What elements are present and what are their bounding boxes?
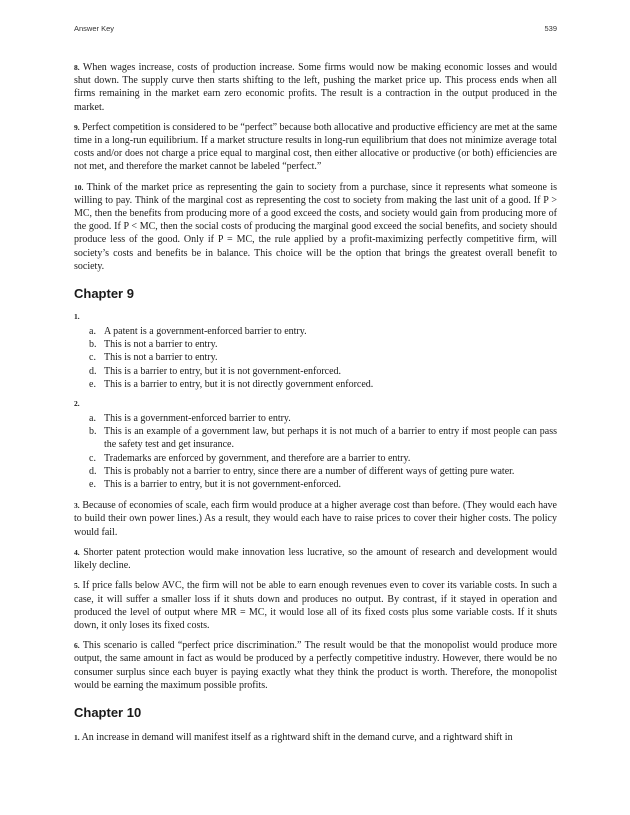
list-item	[74, 378, 557, 391]
answer-text: Shorter patent protection would make innovation less lucrative, so the amount of research and development would likely decline.	[74, 546, 557, 572]
page-content	[74, 61, 557, 751]
list-item-text: This is a government-enforced barrier to entry.	[104, 413, 291, 425]
answer-paragraph	[74, 499, 557, 539]
list-item	[74, 351, 557, 364]
list-item-text: A patent is a government-enforced barrier to entry.	[104, 326, 307, 338]
list-letter: b.	[89, 339, 97, 351]
list-item-text: This is a barrier to entry, but it is not government-enforced.	[104, 479, 342, 491]
answer-text: This scenario is called “perfect price discrimination.” The result would be that the monopolist would produce more output, the same amount in fact as would be produced by a perfectly competitive industry. However, there would be no consumer surplus since each buyer is paying exactly what they think the product is worth. Therefore, the monopolist would be earning the maximum possible profits.	[74, 640, 558, 691]
list-item	[74, 338, 557, 351]
question-number: 2.	[74, 399, 80, 409]
answer-number: 3.	[74, 501, 80, 511]
list-item	[74, 478, 557, 491]
sub-answer-list	[74, 412, 557, 491]
header-section-title: Answer Key	[74, 24, 115, 33]
answer-paragraph	[74, 579, 557, 632]
list-letter: b.	[89, 426, 97, 438]
answer-paragraph	[74, 639, 557, 692]
chapter-heading: Chapter 9	[74, 286, 134, 302]
answer-paragraph	[74, 731, 557, 744]
answer-text: Think of the market price as representing the gain to society from a purchase, since it represents what someone is willing to pay. Think of the marginal cost as representing the cost to society from making the last unit of a good. If P > MC, then the benefits from producing more of a good exceed the costs, and society would gain from producing more of the good. If P < MC, then the social costs of producing the marginal good exceed the social benefits, and society should produce less of the good. Only if P = MC, the rule applied by a profit-maximizing perfectly competitive firm, will society’s costs and benefits be in balance. This choice will be the option that brings the greatest overall benefit to society.	[74, 181, 557, 272]
list-item-text: This is a barrier to entry, but it is not government-enforced.	[104, 365, 342, 377]
list-item-text: This is not a barrier to entry.	[104, 352, 218, 364]
running-header	[74, 24, 557, 36]
list-item	[74, 412, 557, 425]
answer-number: 8.	[74, 63, 80, 72]
answer-paragraph	[74, 121, 557, 174]
answer-text: If price falls below AVC, the firm will not be able to earn enough revenues even to cover its variable costs. In such a case, it will suffer a smaller loss if it shuts down and produces no output. By contrast, if it stayed in operation and produced the level of output where MR = MC, it would lose all of its fixed costs plus some variable costs. If it shuts down, it only loses its fixed costs.	[74, 580, 557, 631]
list-item	[74, 452, 557, 465]
list-item-text: This is probably not a barrier to entry, since there are a number of different ways of getting pure water.	[104, 465, 515, 477]
answer-number: 1.	[74, 732, 80, 742]
list-letter: d.	[89, 465, 97, 477]
answer-number: 6.	[74, 641, 80, 651]
answer-text: When wages increase, costs of production increase. Some firms would now be making economic losses and would shut down. The supply curve then starts shifting to the left, pushing the market price up. This process ends when all firms remaining in the market earn zero economic profits. The result is a contraction in the output produced in the market.	[74, 62, 557, 113]
list-item-text: This is not a barrier to entry.	[104, 339, 218, 351]
answer-text: Because of economies of scale, each firm would produce at a higher average cost than before. (They would each have to build their own power lines.) As a result, they would each have to raise prices to cover their higher costs. The policy would fail.	[74, 500, 557, 538]
list-item	[74, 325, 557, 338]
page-number: 539	[544, 24, 557, 33]
answer-paragraph	[74, 61, 557, 114]
answer-text: Perfect competition is considered to be “perfect” because both allocative and productive efficiency are met at the same time in a long-run equilibrium. If a market structure results in long-run equilibrium that does not minimize average total costs and/or does not charge a price equal to marginal cost, then either allocative or productive (or both) efficiencies are not met, and therefore the market cannot be labeled “perfect.”	[74, 121, 558, 173]
list-letter: c.	[89, 352, 96, 364]
list-letter: c.	[89, 452, 96, 464]
list-item	[74, 365, 557, 378]
answer-number: 10.	[74, 182, 84, 192]
answer-number: 5.	[74, 581, 80, 591]
list-item	[74, 465, 557, 478]
list-letter: d.	[89, 365, 97, 377]
answer-number: 9.	[74, 122, 80, 132]
answer-paragraph	[74, 181, 557, 273]
sub-answer-list	[74, 325, 557, 391]
list-letter: e.	[89, 378, 96, 390]
list-letter: a.	[89, 413, 96, 425]
answer-paragraph	[74, 546, 557, 572]
list-item-text: This is a barrier to entry, but it is not directly government enforced.	[104, 378, 374, 390]
list-letter: a.	[89, 326, 96, 338]
answer-text: An increase in demand will manifest itself as a rightward shift in the demand curve, and a rightward shift in	[81, 731, 513, 743]
answer-number: 4.	[74, 547, 80, 557]
list-item-text: This is an example of a government law, but perhaps it is not much of a barrier to entry if most people can pass the safety test and get insurance.	[104, 426, 557, 451]
list-item	[74, 425, 557, 451]
list-item-text: Trademarks are enforced by government, and therefore are a barrier to entry.	[104, 452, 411, 464]
list-letter: e.	[89, 479, 96, 491]
chapter-heading: Chapter 10	[74, 704, 142, 720]
question-number: 1.	[74, 312, 80, 322]
